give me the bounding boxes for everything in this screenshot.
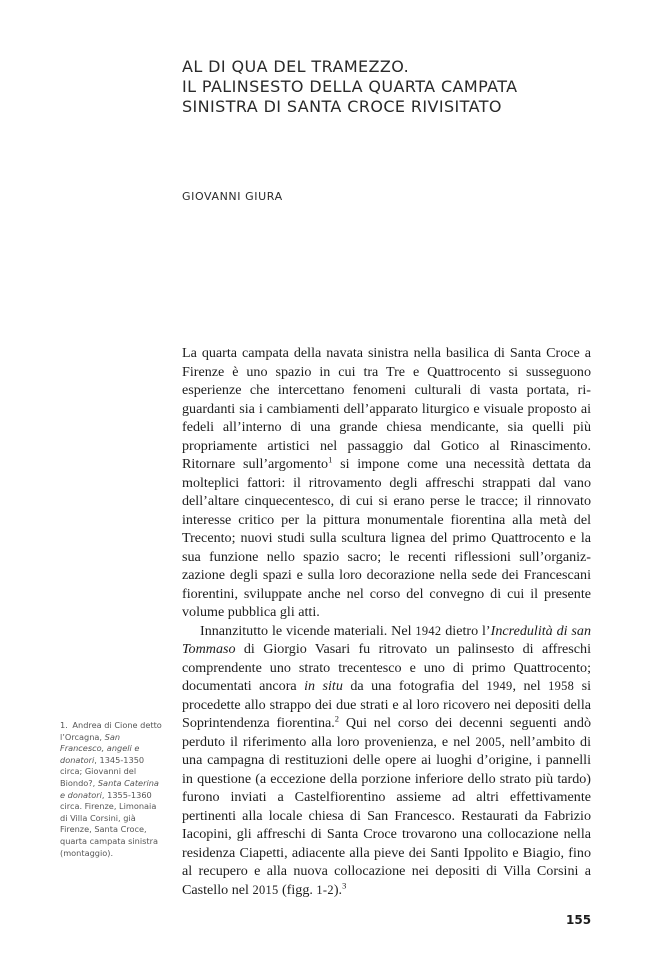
caption-text: , 1345-1350 circa; Giovanni del Biondo?, [60,754,145,788]
title-line-3: SINISTRA DI SANTA CROCE RIVISITATO [182,97,502,116]
footnote-ref-2[interactable]: 2 [334,713,340,724]
caption-text: Andrea di Cione detto l’Orcagna, [60,720,162,742]
caption-text: , 1355-1360 circa. Firenze, Limonaia di Villa Corsini, già Firenze, Santa Croce, quarta campata sinistra (montaggio). [60,789,159,858]
footnote-ref-1[interactable]: 1 [328,454,333,465]
figure-reference[interactable]: 1-2 [316,882,334,897]
title-line-2: IL PALINSESTO DELLA QUARTA CAMPATA [182,77,518,96]
title-line-1: AL DI QUA DEL TRAMEZZO. [182,57,410,76]
paragraph-2-text: da una fotografia del [342,678,487,694]
paragraph-2-text: dietro l’ [441,622,491,639]
year-2005: 2005 [475,734,502,749]
paragraph-2-text: ). [333,881,343,898]
body-text [182,344,591,899]
caption-number: 1. [60,720,68,730]
paragraph-2-text: Qui nel corso dei decenni seguenti andò perduto il riferimento alla loro provenienza, e nel [182,715,591,750]
year-1958: 1958 [548,679,575,693]
paragraph-2-text: Innanzitutto le vicende materiali. Nel [200,622,416,639]
latin-term: in situ [304,678,343,694]
year-1949: 1949 [486,679,513,693]
caption-artwork-title: Santa Caterina e donatori [60,777,159,800]
figure-caption [60,720,166,859]
year-2015: 2015 [252,882,279,897]
page-number: 155 [566,913,592,927]
paragraph-2-text: di Giorgio Vasari fu ritrovato un palinsesto di affreschi comprendente uno strato trecentesco e uno di primo Quattrocento; documentati ancora [182,641,591,694]
paragraph-2-text: , nel [512,678,549,694]
paragraph-2 [182,622,591,900]
paragraph-1 [182,344,591,622]
paragraph-1-text-b: si impone come una necessità dettata da molteplici fattori: il ritrovamento degli affreschi strappati dal vano dell’altare cinquecentesco, di cui si erano perse le tracce; il rinnovato interesse critico per la pittura monumentale fiorentina alla metà del Trecento; nuovi studi sulla scultura lignea del primo Quattrocento e la sua funzione nello spazio sacro; le recenti riflessioni sull’organizzazione degli spazi e sulla loro decorazione nella sede dei Francescani fiorentini, sviluppate anche nel corso del convegno di cui il presente volume pubblica gli atti. [182,456,591,620]
caption-artwork-title: San Francesco, angeli e donatori [60,731,140,765]
artwork-title: Incredulità di san Tommaso [182,622,592,657]
chapter-title [182,57,612,117]
paragraph-2-text: si procedette allo strappo dei due strati e al loro ricovero nei depositi della Soprintendenza fiorentina. [182,678,591,731]
author-name: GIOVANNI GIURA [182,190,283,203]
paragraph-1-text-a: La quarta campata della navata sinistra nella basilica di Santa Croce a Firenze è uno spazio in cui tra Tre e Quattrocento si susseguono esperienze che intercettano fenomeni culturali di vasta portata, riguardanti sia i cambiamenti dell’apparato liturgico e visuale proposto ai fedeli all’interno di una grande chiesa mendicante, sia quelli più propriamente artistici nel passaggio dal Gotico al Rinascimento. Ritornare sull’argomento [182,345,591,472]
footnote-ref-3[interactable]: 3 [342,879,347,890]
paragraph-2-text: (figg. [278,881,317,898]
paragraph-2-text: , nell’ambito di una campagna di restituzioni delle opere ai luoghi d’origine, i pannelli in questione (a eccezione della porzione inferiore dello strato più tardo) furono inviati a Castelfiorentino assieme ad altri effettivamente pertinenti alla locale chiesa di San Francesco. Restaurati da Fabrizio Iacopini, gli affreschi di Santa Croce trovarono una collocazione nella residenza Ciapetti, adiacente alla pieve dei Santi Ippolito e Biagio, fino al recupero e alla nuova collocazione nei depositi di Villa Corsini a Castello nel [182,733,591,898]
year-1942: 1942 [415,623,442,638]
